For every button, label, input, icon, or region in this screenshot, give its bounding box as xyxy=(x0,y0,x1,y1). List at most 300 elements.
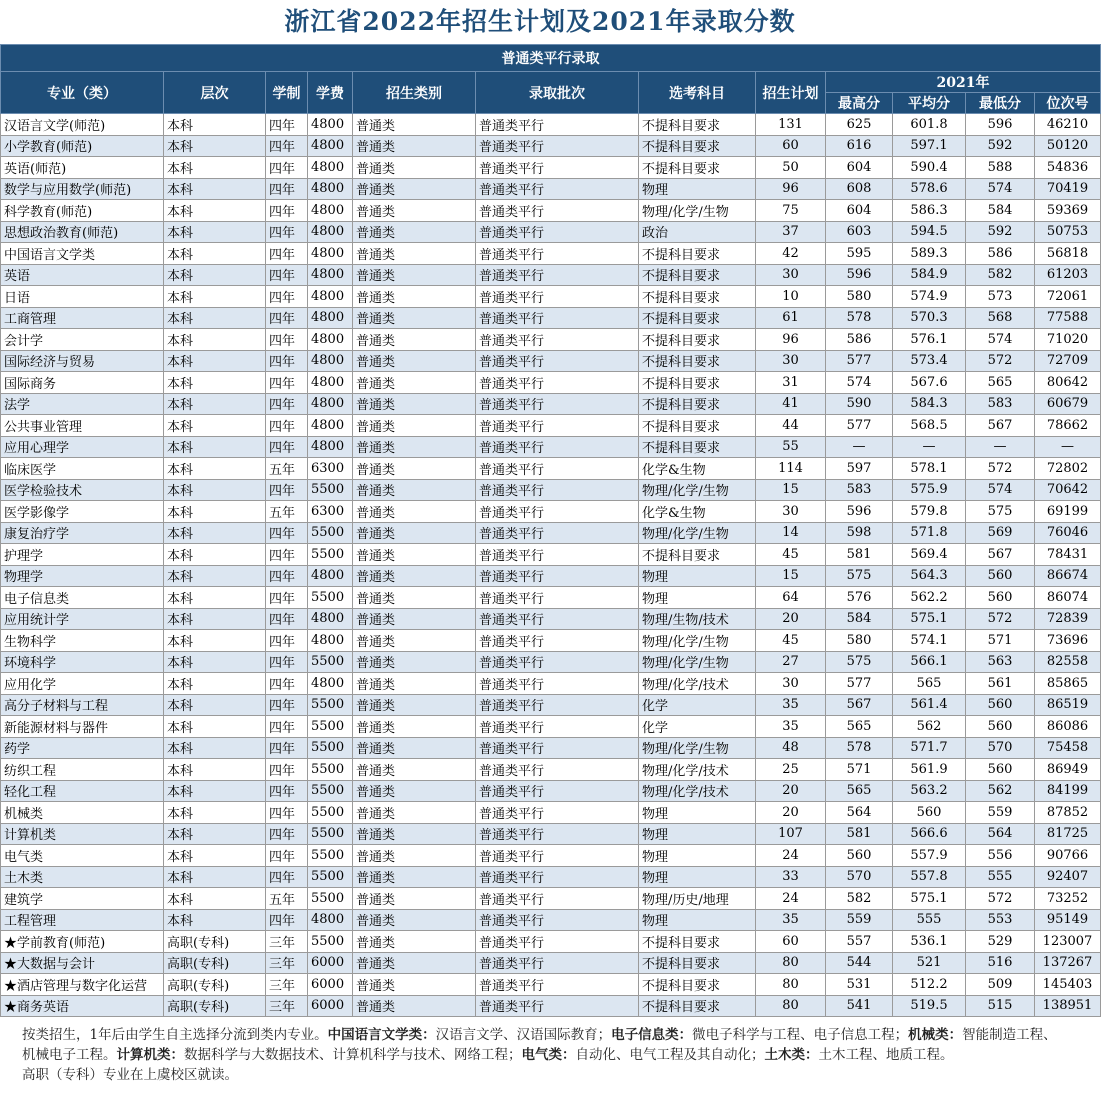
table-cell: 35 xyxy=(756,909,826,931)
table-cell: 不提科目要求 xyxy=(639,436,756,458)
table-cell: 普通类平行 xyxy=(476,780,639,802)
table-cell: 529 xyxy=(966,931,1035,953)
table-cell: 普通类 xyxy=(353,608,476,630)
table-cell: 物理 xyxy=(639,866,756,888)
table-cell: 568.5 xyxy=(893,415,966,437)
table-cell: 普通类平行 xyxy=(476,866,639,888)
table-cell: 普通类 xyxy=(353,630,476,652)
table-cell: 592 xyxy=(966,221,1035,243)
table-cell: 普通类 xyxy=(353,759,476,781)
table-cell: 86949 xyxy=(1035,759,1101,781)
table-cell: 物理/生物/技术 xyxy=(639,608,756,630)
table-cell: 四年 xyxy=(266,221,308,243)
table-cell: 四年 xyxy=(266,866,308,888)
table-cell: 45 xyxy=(756,630,826,652)
table-cell: 汉语言文学(师范) xyxy=(1,114,164,136)
table-row xyxy=(1,415,1101,437)
note-text: 自动化、电气工程及其自动化； xyxy=(575,1047,765,1063)
table-cell: 环境科学 xyxy=(1,651,164,673)
col-category: 招生类别 xyxy=(353,72,476,114)
table-cell: 会计学 xyxy=(1,329,164,351)
table-cell: 4800 xyxy=(308,221,353,243)
table-cell: 普通类 xyxy=(353,479,476,501)
table-cell: 普通类平行 xyxy=(476,716,639,738)
table-cell: 145403 xyxy=(1035,974,1101,996)
table-cell: 普通类 xyxy=(353,673,476,695)
table-cell: 560 xyxy=(966,565,1035,587)
table-cell: 564.3 xyxy=(893,565,966,587)
table-cell: 应用心理学 xyxy=(1,436,164,458)
table-cell: 30 xyxy=(756,673,826,695)
table-cell: 普通类平行 xyxy=(476,157,639,179)
table-cell: 普通类平行 xyxy=(476,221,639,243)
table-cell: 本科 xyxy=(164,845,266,867)
table-cell: 五年 xyxy=(266,888,308,910)
table-cell: 5500 xyxy=(308,780,353,802)
table-cell: 本科 xyxy=(164,888,266,910)
table-cell: 康复治疗学 xyxy=(1,522,164,544)
table-cell: 本科 xyxy=(164,780,266,802)
table-cell: 5500 xyxy=(308,866,353,888)
table-cell: 70419 xyxy=(1035,178,1101,200)
table-cell: 573 xyxy=(966,286,1035,308)
table-cell: 572 xyxy=(966,608,1035,630)
table-cell: 574 xyxy=(966,178,1035,200)
table-cell: 575.1 xyxy=(893,608,966,630)
table-cell: 本科 xyxy=(164,630,266,652)
table-cell: 584.9 xyxy=(893,264,966,286)
table-cell: 四年 xyxy=(266,114,308,136)
table-cell: 四年 xyxy=(266,329,308,351)
table-cell: 普通类 xyxy=(353,264,476,286)
table-cell: 物理/化学/生物 xyxy=(639,630,756,652)
table-cell: 四年 xyxy=(266,565,308,587)
table-cell: 564 xyxy=(966,823,1035,845)
table-cell: 4800 xyxy=(308,565,353,587)
table-cell: 普通类 xyxy=(353,931,476,953)
col-level: 层次 xyxy=(164,72,266,114)
table-cell: 73252 xyxy=(1035,888,1101,910)
table-cell: 普通类 xyxy=(353,780,476,802)
table-cell: 普通类平行 xyxy=(476,286,639,308)
table-cell: 571 xyxy=(826,759,893,781)
table-cell: 59369 xyxy=(1035,200,1101,222)
table-cell: 普通类平行 xyxy=(476,630,639,652)
table-cell: 四年 xyxy=(266,909,308,931)
table-cell: 建筑学 xyxy=(1,888,164,910)
table-cell: ★商务英语 xyxy=(1,995,164,1017)
table-cell: 普通类平行 xyxy=(476,307,639,329)
table-cell: 575 xyxy=(826,651,893,673)
table-cell: 药学 xyxy=(1,737,164,759)
table-cell: 555 xyxy=(966,866,1035,888)
table-row xyxy=(1,157,1101,179)
table-cell: 普通类 xyxy=(353,716,476,738)
table-body xyxy=(1,114,1101,1017)
table-cell: 普通类平行 xyxy=(476,372,639,394)
table-cell: 604 xyxy=(826,200,893,222)
table-cell: 82558 xyxy=(1035,651,1101,673)
table-row xyxy=(1,350,1101,372)
table-cell: 107 xyxy=(756,823,826,845)
table-cell: 64 xyxy=(756,587,826,609)
table-cell: 物理/历史/地理 xyxy=(639,888,756,910)
table-cell: 596 xyxy=(966,114,1035,136)
table-row xyxy=(1,823,1101,845)
table-cell: 本科 xyxy=(164,651,266,673)
table-cell: 595 xyxy=(826,243,893,265)
table-cell: 95149 xyxy=(1035,909,1101,931)
table-cell: 四年 xyxy=(266,651,308,673)
table-cell: 4800 xyxy=(308,178,353,200)
table-cell: 6000 xyxy=(308,952,353,974)
table-cell: 不提科目要求 xyxy=(639,114,756,136)
table-cell: 机械类 xyxy=(1,802,164,824)
table-cell: 本科 xyxy=(164,522,266,544)
table-cell: 政治 xyxy=(639,221,756,243)
table-cell: 570.3 xyxy=(893,307,966,329)
table-cell: ★学前教育(师范) xyxy=(1,931,164,953)
table-cell: 四年 xyxy=(266,759,308,781)
table-cell: 576.1 xyxy=(893,329,966,351)
col-fee: 学费 xyxy=(308,72,353,114)
table-cell: 应用化学 xyxy=(1,673,164,695)
table-cell: 50753 xyxy=(1035,221,1101,243)
table-cell: 566.6 xyxy=(893,823,966,845)
table-cell: 5500 xyxy=(308,522,353,544)
table-cell: — xyxy=(893,436,966,458)
table-cell: 普通类平行 xyxy=(476,845,639,867)
table-cell: 化学 xyxy=(639,694,756,716)
table-cell: 509 xyxy=(966,974,1035,996)
table-cell: 电子信息类 xyxy=(1,587,164,609)
table-cell: 561.9 xyxy=(893,759,966,781)
table-cell: 55 xyxy=(756,436,826,458)
table-cell: 普通类平行 xyxy=(476,952,639,974)
table-row xyxy=(1,307,1101,329)
table-cell: 普通类平行 xyxy=(476,458,639,480)
table-cell: 四年 xyxy=(266,243,308,265)
table-cell: 80 xyxy=(756,952,826,974)
table-cell: 5500 xyxy=(308,716,353,738)
table-cell: 本科 xyxy=(164,264,266,286)
table-cell: 普通类平行 xyxy=(476,393,639,415)
table-cell: 577 xyxy=(826,673,893,695)
table-cell: 国际商务 xyxy=(1,372,164,394)
table-cell: 69199 xyxy=(1035,501,1101,523)
table-cell: 14 xyxy=(756,522,826,544)
col-batch: 录取批次 xyxy=(476,72,639,114)
table-cell: 本科 xyxy=(164,501,266,523)
table-cell: 本科 xyxy=(164,415,266,437)
table-cell: 四年 xyxy=(266,587,308,609)
table-cell: 普通类 xyxy=(353,135,476,157)
table-cell: 国际经济与贸易 xyxy=(1,350,164,372)
table-cell: 512.2 xyxy=(893,974,966,996)
note-label: 土木类： xyxy=(764,1047,819,1063)
table-cell: 577 xyxy=(826,350,893,372)
table-cell: 不提科目要求 xyxy=(639,243,756,265)
table-cell: 五年 xyxy=(266,501,308,523)
table-cell: 24 xyxy=(756,845,826,867)
table-row xyxy=(1,608,1101,630)
table-cell: 普通类 xyxy=(353,888,476,910)
table-cell: 本科 xyxy=(164,135,266,157)
table-cell: 561.4 xyxy=(893,694,966,716)
table-cell: 541 xyxy=(826,995,893,1017)
table-cell: 普通类 xyxy=(353,200,476,222)
table-cell: 本科 xyxy=(164,221,266,243)
table-row xyxy=(1,522,1101,544)
table-cell: 567.6 xyxy=(893,372,966,394)
table-cell: 普通类 xyxy=(353,866,476,888)
table-cell: 25 xyxy=(756,759,826,781)
table-row xyxy=(1,866,1101,888)
table-cell: 61203 xyxy=(1035,264,1101,286)
table-cell: 不提科目要求 xyxy=(639,157,756,179)
table-cell: 4800 xyxy=(308,436,353,458)
table-cell: 5500 xyxy=(308,802,353,824)
table-cell: 日语 xyxy=(1,286,164,308)
table-cell: 普通类 xyxy=(353,952,476,974)
table-cell: 医学影像学 xyxy=(1,501,164,523)
table-cell: 75458 xyxy=(1035,737,1101,759)
table-cell: 不提科目要求 xyxy=(639,415,756,437)
table-cell: 中国语言文学类 xyxy=(1,243,164,265)
table-cell: 四年 xyxy=(266,264,308,286)
table-cell: 4800 xyxy=(308,264,353,286)
table-cell: 596 xyxy=(826,501,893,523)
table-cell: 普通类平行 xyxy=(476,673,639,695)
table-cell: 普通类平行 xyxy=(476,479,639,501)
table-row xyxy=(1,931,1101,953)
table-cell: 80 xyxy=(756,995,826,1017)
table-cell: 588 xyxy=(966,157,1035,179)
footer-intro: 按类招生，1年后由学生自主选择分流到类内专业。 xyxy=(22,1027,328,1043)
table-cell: 77588 xyxy=(1035,307,1101,329)
table-cell: 114 xyxy=(756,458,826,480)
table-cell: 四年 xyxy=(266,479,308,501)
table-cell: 普通类平行 xyxy=(476,565,639,587)
table-cell: 31 xyxy=(756,372,826,394)
note-text: 汉语言文学、汉语国际教育； xyxy=(435,1027,612,1043)
table-cell: 普通类平行 xyxy=(476,415,639,437)
table-cell: 本科 xyxy=(164,587,266,609)
table-row xyxy=(1,264,1101,286)
table-cell: 586 xyxy=(966,243,1035,265)
table-row xyxy=(1,393,1101,415)
table-cell: 4800 xyxy=(308,135,353,157)
table-cell: 普通类 xyxy=(353,243,476,265)
table-cell: 普通类 xyxy=(353,372,476,394)
note-label: 机械类： xyxy=(908,1027,963,1043)
table-cell: 61 xyxy=(756,307,826,329)
table-cell: 普通类 xyxy=(353,221,476,243)
table-cell: 544 xyxy=(826,952,893,974)
table-cell: 60 xyxy=(756,135,826,157)
table-cell: 30 xyxy=(756,350,826,372)
table-cell: 603 xyxy=(826,221,893,243)
table-cell: 物理/化学/技术 xyxy=(639,759,756,781)
table-cell: 568 xyxy=(966,307,1035,329)
table-cell: 590 xyxy=(826,393,893,415)
table-cell: 普通类平行 xyxy=(476,759,639,781)
table-cell: 531 xyxy=(826,974,893,996)
table-cell: 临床医学 xyxy=(1,458,164,480)
table-row xyxy=(1,544,1101,566)
table-cell: 四年 xyxy=(266,845,308,867)
table-cell: 567 xyxy=(966,544,1035,566)
table-cell: 584 xyxy=(826,608,893,630)
table-cell: 80 xyxy=(756,974,826,996)
table-cell: 72802 xyxy=(1035,458,1101,480)
table-cell: 四年 xyxy=(266,630,308,652)
table-cell: 普通类平行 xyxy=(476,823,639,845)
table-cell: 571.7 xyxy=(893,737,966,759)
table-cell: 普通类平行 xyxy=(476,264,639,286)
table-cell: 新能源材料与器件 xyxy=(1,716,164,738)
table-cell: 123007 xyxy=(1035,931,1101,953)
note-text: 智能制造工程、机械电子工程。 xyxy=(22,1027,1057,1063)
col-year-group: 2021年 xyxy=(826,72,1101,93)
note-text: 数据科学与大数据技术、计算机科学与技术、网络工程； xyxy=(184,1047,522,1063)
table-cell: 普通类平行 xyxy=(476,931,639,953)
table-row xyxy=(1,673,1101,695)
table-row xyxy=(1,694,1101,716)
table-cell: 不提科目要求 xyxy=(639,264,756,286)
table-cell: 569.4 xyxy=(893,544,966,566)
table-cell: 物理/化学/技术 xyxy=(639,673,756,695)
col-duration: 学制 xyxy=(266,72,308,114)
table-cell: 560 xyxy=(966,716,1035,738)
table-cell: 三年 xyxy=(266,974,308,996)
table-cell: 70642 xyxy=(1035,479,1101,501)
table-cell: 35 xyxy=(756,694,826,716)
table-cell: 三年 xyxy=(266,952,308,974)
table-cell: 556 xyxy=(966,845,1035,867)
table-cell: 普通类 xyxy=(353,802,476,824)
table-cell: 普通类 xyxy=(353,565,476,587)
col-avg: 平均分 xyxy=(893,93,966,114)
table-cell: 科学教育(师范) xyxy=(1,200,164,222)
table-cell: 四年 xyxy=(266,673,308,695)
table-cell: 普通类 xyxy=(353,329,476,351)
table-cell: 575.1 xyxy=(893,888,966,910)
table-cell: 592 xyxy=(966,135,1035,157)
table-cell: 567 xyxy=(826,694,893,716)
table-cell: 物理学 xyxy=(1,565,164,587)
table-cell: 60 xyxy=(756,931,826,953)
table-cell: 英语(师范) xyxy=(1,157,164,179)
table-cell: 567 xyxy=(966,415,1035,437)
table-cell: 86074 xyxy=(1035,587,1101,609)
table-cell: 普通类平行 xyxy=(476,329,639,351)
table-cell: 本科 xyxy=(164,243,266,265)
table-cell: 72061 xyxy=(1035,286,1101,308)
col-major: 专业（类） xyxy=(1,72,164,114)
table-cell: 普通类 xyxy=(353,544,476,566)
table-cell: 584.3 xyxy=(893,393,966,415)
table-cell: 604 xyxy=(826,157,893,179)
table-cell: 四年 xyxy=(266,393,308,415)
table-cell: 护理学 xyxy=(1,544,164,566)
table-cell: 572 xyxy=(966,350,1035,372)
note-text: 土木工程、地质工程。 xyxy=(818,1047,954,1063)
table-cell: 本科 xyxy=(164,737,266,759)
table-cell: 生物科学 xyxy=(1,630,164,652)
table-row xyxy=(1,200,1101,222)
table-cell: 5500 xyxy=(308,931,353,953)
table-cell: 本科 xyxy=(164,479,266,501)
table-cell: 44 xyxy=(756,415,826,437)
table-row xyxy=(1,286,1101,308)
table-cell: 高职(专科) xyxy=(164,952,266,974)
table-cell: 普通类 xyxy=(353,501,476,523)
table-cell: 普通类 xyxy=(353,178,476,200)
table-cell: 578.1 xyxy=(893,458,966,480)
table-row xyxy=(1,436,1101,458)
table-cell: 86674 xyxy=(1035,565,1101,587)
table-cell: 本科 xyxy=(164,157,266,179)
table-cell: 131 xyxy=(756,114,826,136)
table-cell: 工程管理 xyxy=(1,909,164,931)
table-cell: 20 xyxy=(756,608,826,630)
table-cell: 普通类平行 xyxy=(476,909,639,931)
table-cell: 本科 xyxy=(164,372,266,394)
table-cell: 4800 xyxy=(308,372,353,394)
table-cell: 560 xyxy=(966,587,1035,609)
table-cell: — xyxy=(826,436,893,458)
table-cell: 5500 xyxy=(308,888,353,910)
table-cell: 521 xyxy=(893,952,966,974)
table-cell: 41 xyxy=(756,393,826,415)
table-cell: 60679 xyxy=(1035,393,1101,415)
table-cell: 48 xyxy=(756,737,826,759)
table-cell: 6000 xyxy=(308,974,353,996)
table-cell: 5500 xyxy=(308,845,353,867)
table-cell: 519.5 xyxy=(893,995,966,1017)
table-cell: 普通类平行 xyxy=(476,608,639,630)
table-cell: 不提科目要求 xyxy=(639,931,756,953)
table-cell: 5500 xyxy=(308,544,353,566)
table-cell: 小学教育(师范) xyxy=(1,135,164,157)
table-cell: 581 xyxy=(826,823,893,845)
table-cell: 579.8 xyxy=(893,501,966,523)
table-cell: 4800 xyxy=(308,329,353,351)
table-cell: 557.9 xyxy=(893,845,966,867)
table-cell: 四年 xyxy=(266,372,308,394)
table-cell: 80642 xyxy=(1035,372,1101,394)
table-cell: 5500 xyxy=(308,823,353,845)
table-cell: 本科 xyxy=(164,307,266,329)
table-cell: 四年 xyxy=(266,823,308,845)
table-cell: 86519 xyxy=(1035,694,1101,716)
table-cell: 4800 xyxy=(308,415,353,437)
table-cell: 563 xyxy=(966,651,1035,673)
table-cell: 普通类平行 xyxy=(476,135,639,157)
col-subjects: 选考科目 xyxy=(639,72,756,114)
table-cell: 56818 xyxy=(1035,243,1101,265)
table-cell: 四年 xyxy=(266,802,308,824)
table-cell: 四年 xyxy=(266,436,308,458)
table-cell: 不提科目要求 xyxy=(639,286,756,308)
table-cell: 560 xyxy=(826,845,893,867)
col-plan: 招生计划 xyxy=(756,72,826,114)
table-cell: 96 xyxy=(756,329,826,351)
table-cell: 75 xyxy=(756,200,826,222)
table-cell: 普通类平行 xyxy=(476,350,639,372)
table-cell: 公共事业管理 xyxy=(1,415,164,437)
